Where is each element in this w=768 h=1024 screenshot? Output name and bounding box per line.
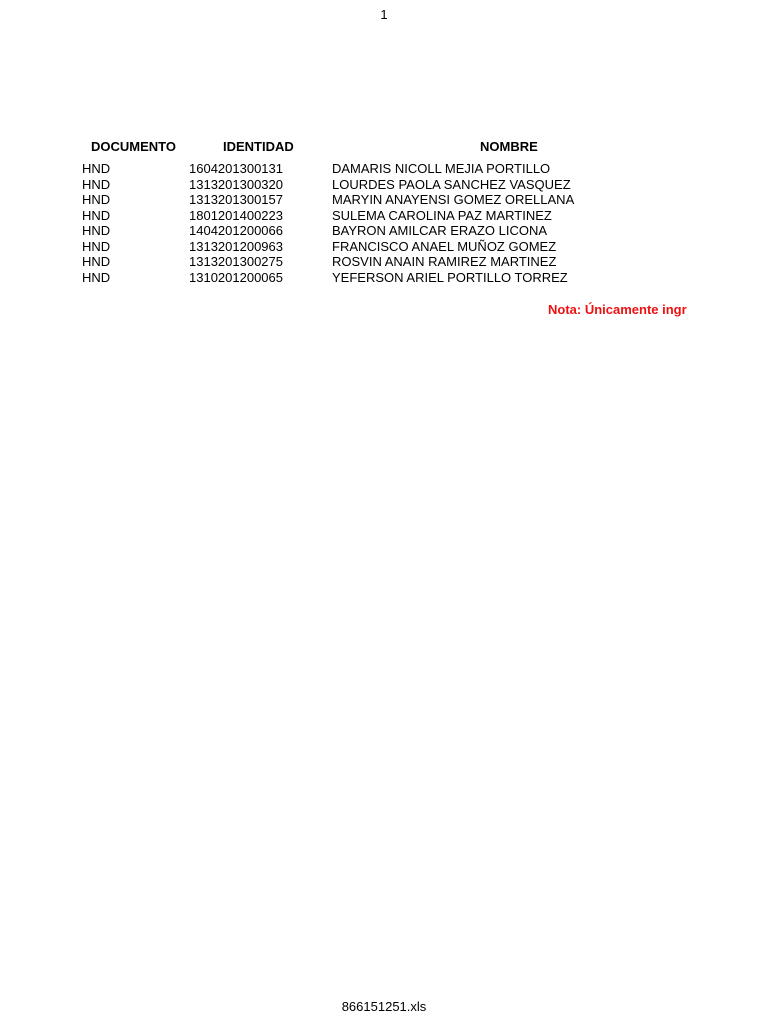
- cell-identidad: 1313201300157: [189, 192, 283, 207]
- table-row: [0, 270, 768, 286]
- table-row: [0, 208, 768, 224]
- table-row: [0, 192, 768, 208]
- cell-identidad: 1404201200066: [189, 223, 283, 238]
- cell-nombre: LOURDES PAOLA SANCHEZ VASQUEZ: [332, 176, 571, 192]
- cell-nombre: DAMARIS NICOLL MEJIA PORTILLO: [332, 161, 551, 176]
- table-row: [0, 177, 768, 193]
- cell-documento: HND: [82, 254, 111, 269]
- data-table: [0, 161, 768, 285]
- table-row: [0, 223, 768, 239]
- cell-nombre: ROSVIN ANAIN RAMIREZ MARTINEZ: [332, 254, 557, 269]
- cell-documento: HND: [82, 192, 111, 207]
- cell-nombre: FRANCISCO ANAEL MUÑOZ GOMEZ: [332, 238, 557, 254]
- file-name-footer: 866151251.xls: [341, 999, 427, 1014]
- table-row: [0, 239, 768, 255]
- cell-identidad: 1801201400223: [189, 207, 283, 223]
- cell-documento: HND: [82, 161, 111, 176]
- cell-nombre: YEFERSON ARIEL PORTILLO TORREZ: [332, 269, 568, 285]
- cell-documento: HND: [82, 223, 111, 238]
- cell-identidad: 1604201300131: [189, 161, 283, 176]
- cell-identidad: 1313201300320: [189, 176, 283, 192]
- cell-documento: HND: [82, 269, 111, 285]
- note-text: Nota: Únicamente ingr: [548, 302, 687, 317]
- header-documento: DOCUMENTO: [91, 139, 176, 154]
- cell-nombre: MARYIN ANAYENSI GOMEZ ORELLANA: [332, 192, 575, 207]
- cell-documento: HND: [82, 238, 111, 254]
- cell-identidad: 1313201300275: [189, 254, 283, 269]
- page-number: 1: [380, 7, 388, 22]
- cell-documento: HND: [82, 176, 111, 192]
- cell-nombre: SULEMA CAROLINA PAZ MARTINEZ: [332, 207, 552, 223]
- header-identidad: IDENTIDAD: [223, 139, 294, 154]
- cell-nombre: BAYRON AMILCAR ERAZO LICONA: [332, 223, 548, 238]
- cell-identidad: 1310201200065: [189, 269, 283, 285]
- cell-identidad: 1313201200963: [189, 238, 283, 254]
- header-nombre: NOMBRE: [480, 139, 538, 154]
- cell-documento: HND: [82, 207, 111, 223]
- table-row: [0, 254, 768, 270]
- table-row: [0, 161, 768, 177]
